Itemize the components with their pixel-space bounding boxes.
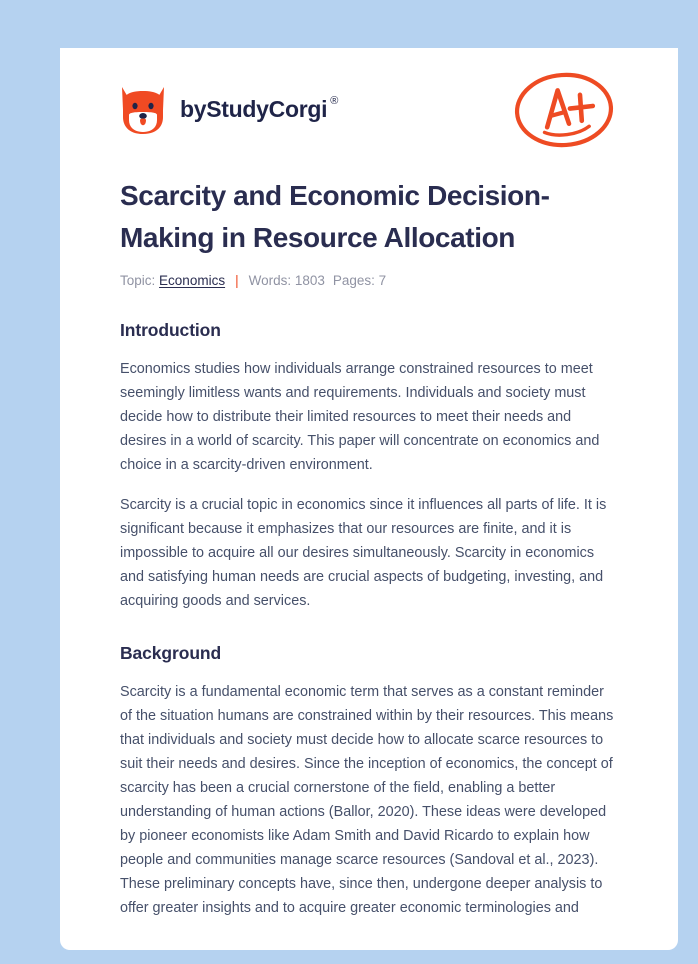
brand-wordmark xyxy=(180,95,339,122)
registered-trademark-icon: ® xyxy=(330,95,339,107)
paragraph: Scarcity is a fundamental economic term that serves as a constant reminder of the situation humans are constrained within by their resources. This means that individuals and society must decide how to allocate scarce resources to suit their needs and desires. Since the inception of economics, the concept of scarcity has been a crucial cornerstone of the field, enabling a better understanding of human actions (Ballor, 2020). These ideas were developed by pioneer economists like Adam Smith and David Ricardo to explain how people and communities manage scarce resources (Sandoval et al., 2023). These preliminary concepts have, since then, undergone deeper analysis to offer greater insights and to acquire greater economic terminologies and xyxy=(120,684,614,916)
document-content-area xyxy=(60,48,678,950)
document-meta xyxy=(120,273,618,288)
a-plus-grade-badge-icon xyxy=(510,68,618,152)
topic-label: Topic: xyxy=(120,273,156,288)
brand-prefix: by xyxy=(180,96,207,122)
word-count: Words: 1803 xyxy=(248,273,325,288)
section-heading-background: Background xyxy=(120,643,222,663)
paragraph: Economics studies how individuals arrange constrained resources to meet seemingly limitless wants and requirements. Individuals and society must decide how to distribute their limited resources to meet their needs and desires in a world of scarcity. This paper will concentrate on economics and choice in a scarcity-driven environment. xyxy=(120,361,600,473)
document-header xyxy=(120,48,618,153)
page-count: Pages: 7 xyxy=(332,273,387,288)
document-body xyxy=(120,320,618,950)
section-heading-introduction: Introduction xyxy=(120,320,221,340)
document-page-sheet xyxy=(60,48,678,950)
studycorgi-brand[interactable] xyxy=(120,84,338,136)
paragraph: Scarcity is a crucial topic in economics since it influences all parts of life. It is significant because it emphasizes that our resources are finite, and it is impossible to acquire all our desires simultaneously. Scarcity in economics and satisfying human needs are crucial aspects of budgeting, investing, and acquiring goods and services. xyxy=(120,497,607,609)
page-title: Scarcity and Economic Decision-Making in Resource Allocation xyxy=(120,180,550,253)
topic-link[interactable]: Economics xyxy=(159,273,226,288)
meta-separator: | xyxy=(235,273,239,288)
brand-name: StudyCorgi xyxy=(206,96,328,122)
corgi-face-icon xyxy=(120,84,166,136)
